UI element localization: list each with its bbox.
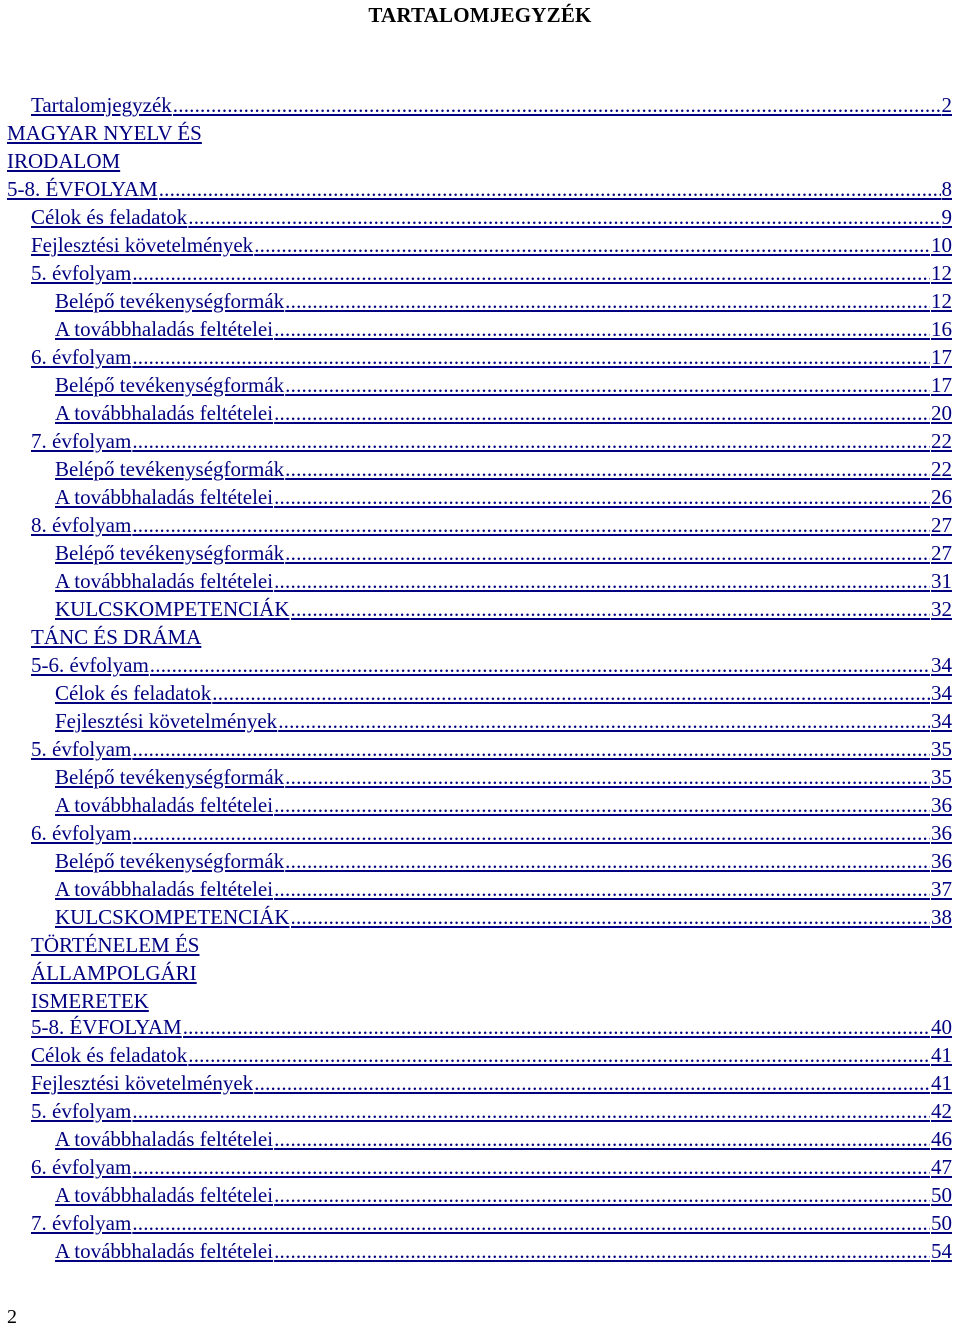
toc-entry[interactable]: Tartalomjegyzék ..... 2 [31, 91, 952, 119]
page-number: 2 [7, 1306, 17, 1328]
toc-entry[interactable]: 7. évfolyam ..... 22 [31, 427, 952, 455]
toc-entry[interactable]: KULCSKOMPETENCIÁK ..... 38 [55, 903, 952, 931]
section-heading-tortenelem[interactable]: TÖRTÉNELEM ÉS ÁLLAMPOLGÁRI ISMERETEK [31, 933, 200, 1013]
toc-entry[interactable]: A továbbhaladás feltételei ..... 46 [55, 1125, 952, 1153]
toc-entry[interactable]: Belépő tevékenységformák ..... 36 [55, 847, 952, 875]
toc-entry[interactable]: 5-8. ÉVFOLYAM ..... 8 [7, 175, 952, 203]
toc-entry[interactable]: Belépő tevékenységformák ..... 35 [55, 763, 952, 791]
toc-entry[interactable]: A továbbhaladás feltételei ..... 31 [55, 567, 952, 595]
toc-entry[interactable]: A továbbhaladás feltételei ..... 36 [55, 791, 952, 819]
toc-entry[interactable]: Belépő tevékenységformák ..... 12 [55, 287, 952, 315]
toc-entry[interactable]: 8. évfolyam ..... 27 [31, 511, 952, 539]
toc-entry[interactable]: Belépő tevékenységformák ..... 27 [55, 539, 952, 567]
toc-entry[interactable]: Célok és feladatok ..... 34 [55, 679, 952, 707]
toc-entry[interactable]: A továbbhaladás feltételei ..... 16 [55, 315, 952, 343]
toc-entry[interactable]: Belépő tevékenységformák ..... 17 [55, 371, 952, 399]
toc-entry[interactable]: 5-8. ÉVFOLYAM ..... 40 [31, 1013, 952, 1041]
toc-entry[interactable]: KULCSKOMPETENCIÁK ..... 32 [55, 595, 952, 623]
section-heading-magyar[interactable]: MAGYAR NYELV ÉS IRODALOM [7, 121, 202, 173]
toc-entry[interactable]: Fejlesztési követelmények ..... 41 [31, 1069, 952, 1097]
toc-entry[interactable]: A továbbhaladás feltételei ..... 26 [55, 483, 952, 511]
toc-entry[interactable]: Fejlesztési követelmények ..... 34 [55, 707, 952, 735]
toc-entry[interactable]: Célok és feladatok ..... 41 [31, 1041, 952, 1069]
toc-entry[interactable]: Fejlesztési követelmények ..... 10 [31, 231, 952, 259]
toc-entry[interactable]: Célok és feladatok ..... 9 [31, 203, 952, 231]
toc-entry[interactable]: 5. évfolyam ..... 42 [31, 1097, 952, 1125]
toc-entry[interactable]: A továbbhaladás feltételei ..... 20 [55, 399, 952, 427]
toc-entry[interactable]: Belépő tevékenységformák ..... 22 [55, 455, 952, 483]
toc-entry[interactable]: 6. évfolyam ..... 47 [31, 1153, 952, 1181]
toc-entry[interactable]: 5. évfolyam ..... 35 [31, 735, 952, 763]
toc-entry[interactable]: 6. évfolyam ..... 36 [31, 819, 952, 847]
toc-entry[interactable]: A továbbhaladás feltételei ..... 37 [55, 875, 952, 903]
toc-entry[interactable]: A továbbhaladás feltételei ..... 50 [55, 1181, 952, 1209]
toc-entry[interactable]: 5-6. évfolyam ..... 34 [31, 651, 952, 679]
page-title: TARTALOMJEGYZÉK [368, 3, 592, 27]
section-heading-tanc[interactable]: TÁNC ÉS DRÁMA [31, 625, 202, 649]
toc-entry[interactable]: 7. évfolyam ..... 50 [31, 1209, 952, 1237]
toc-entry[interactable]: 5. évfolyam ..... 12 [31, 259, 952, 287]
toc-entry[interactable]: A továbbhaladás feltételei ..... 54 [55, 1237, 952, 1265]
toc-entry[interactable]: 6. évfolyam ..... 17 [31, 343, 952, 371]
